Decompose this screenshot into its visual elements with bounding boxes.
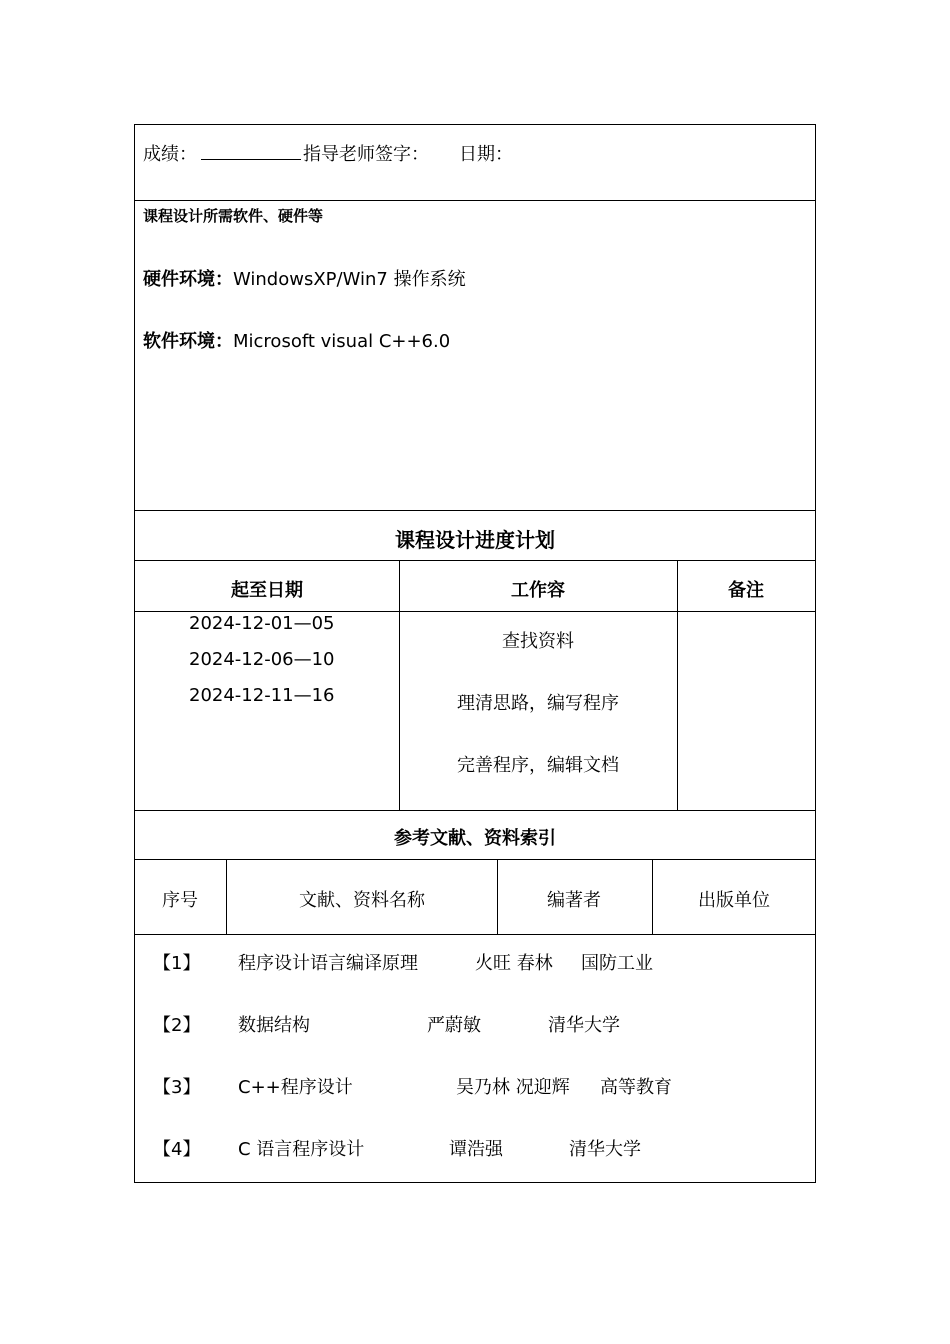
software-label: 软件环境： bbox=[143, 331, 233, 352]
schedule-task-1: 查找资料 bbox=[502, 631, 574, 652]
divider bbox=[135, 611, 815, 612]
references-header-index: 序号 bbox=[162, 890, 198, 911]
divider bbox=[135, 810, 815, 811]
schedule-date-1: 2024-12-01—05 bbox=[189, 613, 335, 634]
software-line bbox=[143, 327, 450, 353]
schedule-header-work: 工作容 bbox=[511, 580, 565, 601]
column-divider bbox=[677, 560, 678, 810]
column-divider bbox=[226, 859, 227, 934]
reference-author: 火旺 春林 bbox=[475, 953, 553, 974]
reference-name: 程序设计语言编译原理 bbox=[238, 953, 418, 974]
schedule-header-notes: 备注 bbox=[728, 580, 764, 601]
reference-author: 吴乃林 况迎辉 bbox=[456, 1077, 570, 1098]
schedule-task-3: 完善程序，编辑文档 bbox=[457, 755, 619, 776]
course-design-form bbox=[134, 124, 816, 1183]
references-header-author: 编著者 bbox=[547, 890, 601, 911]
column-divider bbox=[497, 859, 498, 934]
schedule-date-3: 2024-12-11—16 bbox=[189, 685, 335, 706]
hardware-label: 硬件环境： bbox=[143, 269, 233, 290]
reference-index: 【4】 bbox=[153, 1139, 201, 1160]
references-header-name: 文献、资料名称 bbox=[299, 890, 425, 911]
grade-blank bbox=[201, 141, 301, 160]
software-value: Microsoft visual C++6.0 bbox=[233, 331, 451, 352]
reference-publisher: 国防工业 bbox=[581, 953, 653, 974]
reference-name: C 语言程序设计 bbox=[238, 1139, 365, 1160]
divider bbox=[135, 200, 815, 201]
references-title: 参考文献、资料索引 bbox=[394, 828, 556, 849]
date-label: 日期： bbox=[459, 144, 513, 165]
column-divider bbox=[652, 859, 653, 934]
grade-label: 成绩： bbox=[143, 144, 197, 165]
reference-index: 【3】 bbox=[153, 1077, 201, 1098]
hardware-value: WindowsXP/Win7 操作系统 bbox=[233, 269, 466, 290]
divider bbox=[135, 560, 815, 561]
divider bbox=[135, 510, 815, 511]
signature-label: 指导老师签字： bbox=[303, 144, 429, 165]
reference-author: 谭浩强 bbox=[449, 1139, 503, 1160]
reference-publisher: 清华大学 bbox=[548, 1015, 620, 1036]
schedule-task-2: 理清思路，编写程序 bbox=[457, 693, 619, 714]
reference-name: C++程序设计 bbox=[238, 1077, 353, 1098]
divider bbox=[135, 934, 815, 935]
reference-index: 【2】 bbox=[153, 1015, 201, 1036]
schedule-header-dates: 起至日期 bbox=[231, 580, 303, 601]
references-header-publisher: 出版单位 bbox=[698, 890, 770, 911]
reference-publisher: 高等教育 bbox=[600, 1077, 672, 1098]
column-divider bbox=[399, 560, 400, 810]
schedule-title: 课程设计进度计划 bbox=[395, 528, 555, 552]
schedule-date-2: 2024-12-06—10 bbox=[189, 649, 335, 670]
reference-name: 数据结构 bbox=[238, 1015, 310, 1036]
reference-index: 【1】 bbox=[153, 953, 201, 974]
divider bbox=[135, 859, 815, 860]
reference-author: 严蔚敏 bbox=[427, 1015, 481, 1036]
grade-row bbox=[143, 140, 513, 166]
reference-publisher: 清华大学 bbox=[569, 1139, 641, 1160]
hardware-line bbox=[143, 265, 466, 291]
requirements-heading: 课程设计所需软件、硬件等 bbox=[143, 207, 324, 225]
